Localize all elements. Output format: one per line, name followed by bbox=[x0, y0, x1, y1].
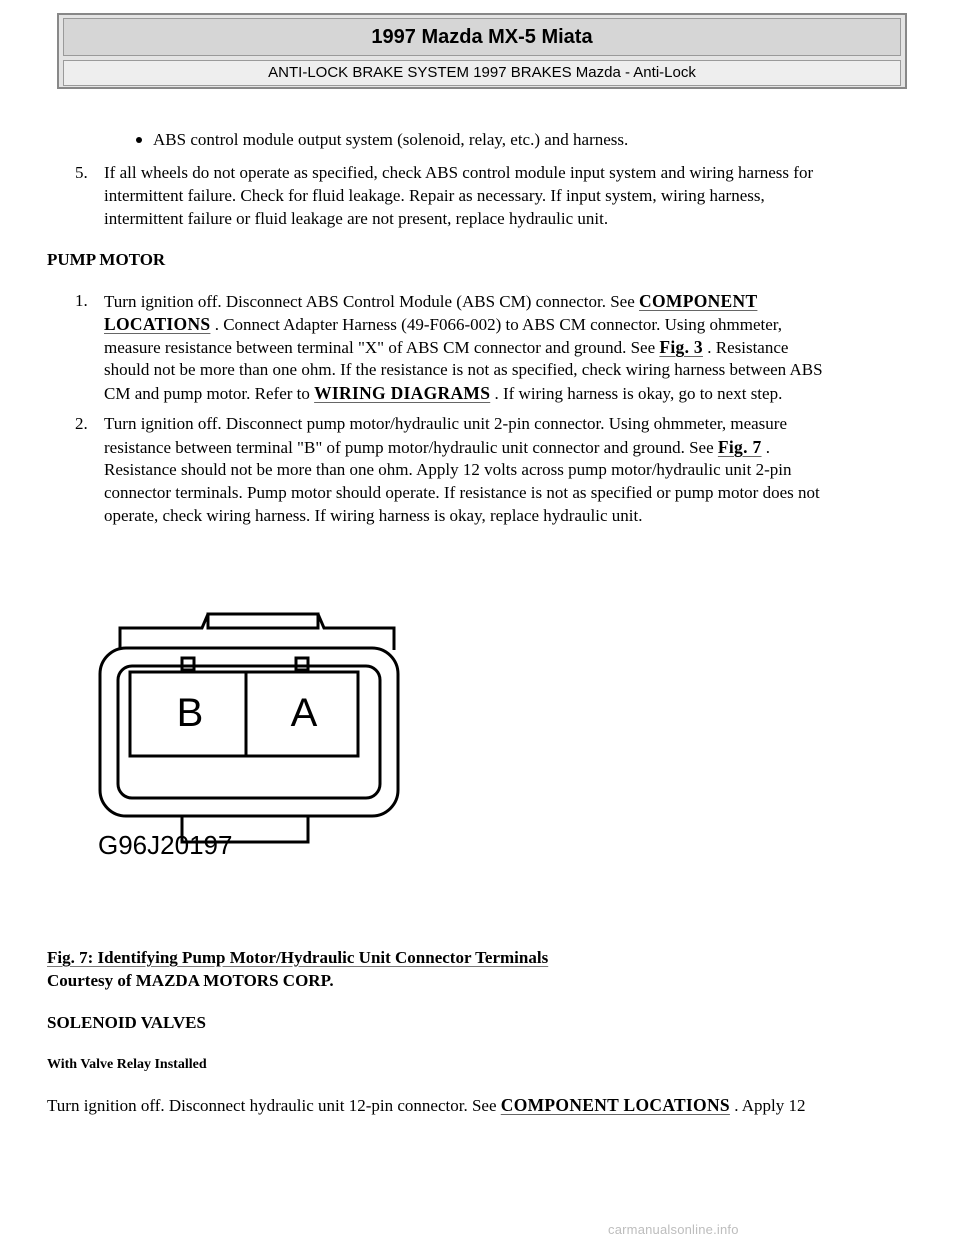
subsection-valve-relay: With Valve Relay Installed bbox=[47, 1057, 207, 1072]
pump-step2-line-4: connector terminals. Pump motor should operate. If resistance is not as specified or pump motor does not bbox=[104, 483, 820, 502]
pump-step2-line-3: Resistance should not be more than one ohm. Apply 12 volts across pump motor/hydraulic unit 2-pin bbox=[104, 460, 792, 479]
final-paragraph: Turn ignition off. Disconnect hydraulic unit 12-pin connector. See COMPONENT LOCATIONS . Apply 12 bbox=[47, 1095, 806, 1115]
header-title: 1997 Mazda MX-5 Miata bbox=[63, 18, 901, 56]
step5-line-2: intermittent failure. Check for fluid leakage. Repair as necessary. If input system, wiring harness, bbox=[104, 186, 765, 205]
step5-line-1: If all wheels do not operate as specified, check ABS control module input system and wiring harness for bbox=[104, 163, 814, 182]
pin-b-lock bbox=[182, 658, 194, 670]
pump-step1-number: 1. bbox=[75, 291, 88, 310]
pump-step1-line-4: should not be more than one ohm. If the resistance is not as specified, check wiring harness between ABS bbox=[104, 360, 823, 379]
step5-line-3: intermittent failure or fluid leakage are not present, replace hydraulic unit. bbox=[104, 209, 609, 228]
pump-step2-number: 2. bbox=[75, 414, 88, 433]
component-locations-link-2[interactable]: COMPONENT LOCATIONS bbox=[500, 1095, 730, 1115]
figure-caption: Fig. 7: Identifying Pump Motor/Hydraulic Unit Connector Terminals bbox=[47, 948, 549, 967]
pump-step1-line-5: CM and pump motor. Refer to WIRING DIAGRAMS . If wiring harness is okay, go to next step. bbox=[104, 383, 783, 403]
pin-a-lock bbox=[296, 658, 308, 670]
fig-7-link[interactable]: Fig. 7 bbox=[717, 437, 762, 457]
pump-step1-line-2: LOCATIONS . Connect Adapter Harness (49-F066-002) to ABS CM connector. Using ohmmeter, bbox=[104, 314, 783, 334]
fig-3-link[interactable]: Fig. 3 bbox=[659, 337, 703, 357]
step5-number: 5. bbox=[75, 163, 88, 182]
section-solenoid-valves: SOLENOID VALVES bbox=[47, 1013, 206, 1032]
pump-step2-line-1: Turn ignition off. Disconnect pump motor/hydraulic unit 2-pin connector. Using ohmmeter, measure bbox=[104, 414, 787, 433]
bullet-icon bbox=[136, 137, 142, 143]
terminal-a-label: A bbox=[290, 691, 318, 735]
connector-inner-shell bbox=[118, 666, 380, 798]
section-pump-motor: PUMP MOTOR bbox=[47, 250, 166, 269]
pump-step2-line-5: operate, check wiring harness. If wiring harness is okay, replace hydraulic unit. bbox=[104, 506, 643, 525]
wiring-diagrams-link[interactable]: WIRING DIAGRAMS bbox=[314, 383, 491, 403]
figure-code: G96J20197 bbox=[98, 830, 233, 860]
pump-step2-line-2: resistance between terminal "B" of pump motor/hydraulic unit connector and ground. See Fig. 7 . bbox=[104, 437, 771, 457]
pump-step1-line-1: Turn ignition off. Disconnect ABS Control Module (ABS CM) connector. See COMPONENT bbox=[104, 291, 758, 311]
header-subtitle: ANTI-LOCK BRAKE SYSTEM 1997 BRAKES Mazda - Anti-Lock bbox=[63, 60, 901, 86]
locations-link[interactable]: LOCATIONS bbox=[104, 314, 211, 334]
connector-latch-outline bbox=[120, 614, 394, 650]
component-locations-link[interactable]: COMPONENT bbox=[639, 291, 758, 311]
pump-step1-line-3: measure resistance between terminal "X" of ABS CM connector and ground. See Fig. 3 . Resistance bbox=[104, 337, 789, 357]
figure-courtesy: Courtesy of MAZDA MOTORS CORP. bbox=[47, 971, 334, 990]
document-header bbox=[57, 13, 907, 89]
terminal-b-label: B bbox=[176, 691, 204, 735]
bullet-text: ABS control module output system (solenoid, relay, etc.) and harness. bbox=[153, 130, 629, 149]
connector-latch-tab bbox=[208, 614, 318, 628]
connector-diagram bbox=[90, 610, 410, 870]
watermark: carmanualsonline.info bbox=[608, 1222, 739, 1237]
